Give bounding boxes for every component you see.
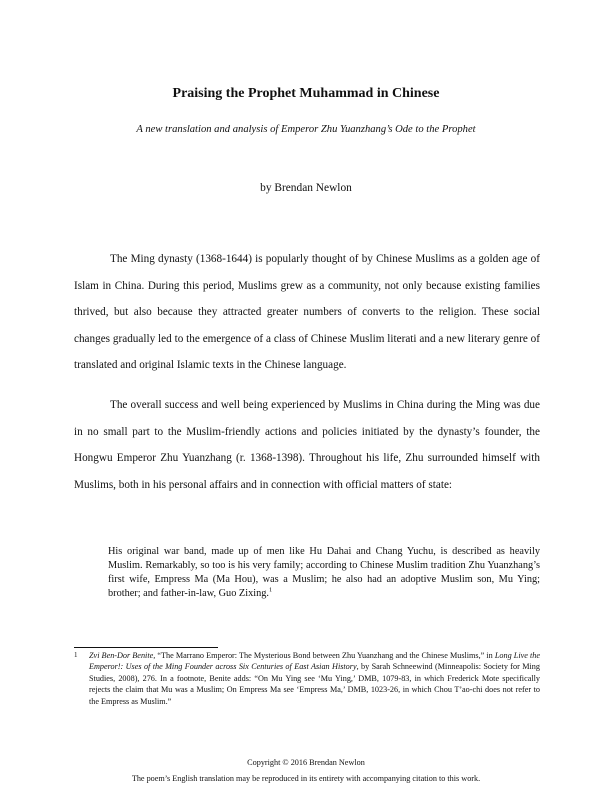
block-quote-text: His original war band, made up of men like Hu Dahai and Chang Yuchu, is described as heavily Muslim. Remarkably, so too is his very family; according to Chinese Muslim tradition Zhu Yuanzhang’s first wife, Empress Ma (Ma Hou), was a Muslim; he also had an adoptive Muslim son, Mu Ying; brother; and father-in-law, Guo Zixing.: [108, 546, 540, 600]
document-subtitle: A new translation and analysis of Emperor Zhu Yuanzhang’s Ode to the Prophet: [136, 124, 476, 135]
reproduction-notice: The poem’s English translation may be reproduced in its entirety with accompanying citation to this work.: [131, 774, 481, 783]
footnote-reference[interactable]: 1: [268, 586, 273, 594]
author-byline: by Brendan Newlon: [260, 182, 352, 194]
footnote-divider: [74, 647, 218, 648]
block-quote: [108, 545, 540, 601]
footnote-body: [74, 650, 540, 707]
footnote-article: “The Marrano Emperor: The Mysterious Bond between Zhu Yuanzhang and the Chinese Muslims,” in: [157, 651, 495, 660]
body-paragraph-1: The Ming dynasty (1368-1644) is popularly thought of by Chinese Muslims as a golden age of Islam in China. During this period, Muslims grew as a community, not only because existing families thrived, but also because they attracted greater numbers of converts to the religion. These social changes gradually led to the emergence of a class of Chinese Muslim literati and a new literary genre of translated and original Islamic texts in the Chinese language.: [74, 253, 540, 372]
body-paragraph-2: The overall success and well being experienced by Muslims in China during the Ming was due in no small part to the Muslim-friendly actions and policies initiated by the dynasty’s founder, the Hongwu Emperor Zhu Yuanzhang (r. 1368-1398). Throughout his life, Zhu surrounded himself with Muslims, both in his personal affairs and in connection with official matters of state:: [74, 399, 540, 491]
footnote: [74, 650, 540, 707]
document-title: Praising the Prophet Muhammad in Chinese: [172, 86, 440, 101]
footnote-rest: , by Sarah Schneewind (Minneapolis: Society for Ming Studies, 2008), 276. In a footnote, Benite adds: “On Mu Ying see ‘Mu Ying,’ DMB, 1079-83, in which Frederick Mote specifically rejects the claim that Mu was a Muslim; On Empress Ma see ‘Empress Ma,’ DMB, 1023-26, in which Chou T’ao-chi does not refer to the Empress as Muslim.”: [89, 662, 540, 706]
footnote-number: 1: [74, 651, 78, 659]
footnote-author: Zvi Ben-Dor Benite,: [89, 651, 158, 660]
footnote-book-title: Long Live the Emperor!: Uses of the Ming Founder across Six Centuries of East Asian History: [89, 651, 540, 672]
copyright-line: Copyright © 2016 Brendan Newlon: [247, 758, 365, 767]
